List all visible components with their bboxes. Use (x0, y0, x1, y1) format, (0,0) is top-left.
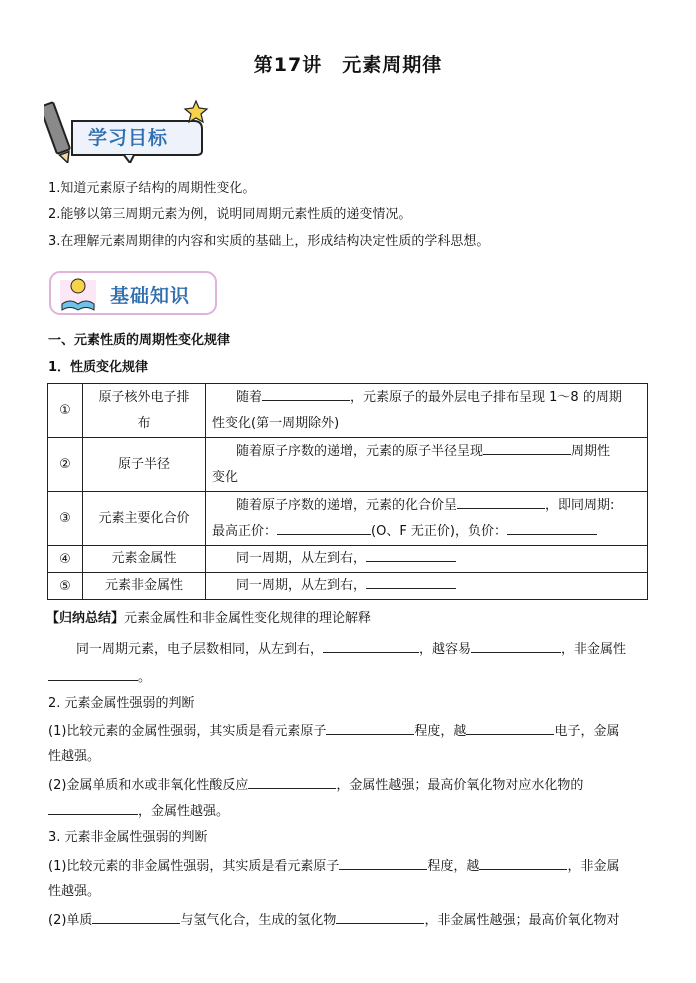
property-name: 元素金属性 (83, 546, 206, 573)
metal-p1-cont: 性越强。 (48, 749, 101, 764)
goal-3: 3.在理解元素周期律的内容和实质的基础上，形成结构决定性质的学科思想。 (48, 234, 490, 249)
property-desc: 随着原子序数的递增，元素的原子半径呈现 周期性 变化 (206, 438, 648, 492)
blank[interactable] (466, 722, 554, 735)
blank[interactable] (339, 857, 427, 870)
row-number: ① (48, 384, 83, 438)
blank[interactable] (479, 857, 567, 870)
metal-p2: (2)金属单质和水或非氧化性酸反应 ，金属性越强；最高价氧化物对应水化物的 (48, 778, 584, 793)
blank[interactable] (366, 576, 456, 589)
table-row (48, 546, 648, 573)
basic-knowledge-banner (48, 268, 218, 318)
blank[interactable] (323, 640, 419, 653)
blank[interactable] (262, 388, 350, 401)
blank[interactable] (92, 911, 180, 924)
property-name: 元素主要化合价 (83, 492, 206, 546)
table-row (48, 573, 648, 600)
metal-p2-cont: ，金属性越强。 (48, 802, 229, 821)
blank[interactable] (277, 522, 371, 535)
property-table (47, 383, 648, 600)
page-title: 第17讲 元素周期律 (253, 54, 443, 76)
nonmetal-p1: (1)比较元素的非金属性强弱，其实质是看元素原子 程度，越 ，非金属 (48, 859, 620, 874)
row-number: ④ (48, 546, 83, 573)
nonmetal-p2: (2)单质 与氢气化合，生成的氢化物 ，非金属性越强；最高价氧化物对 (48, 913, 620, 928)
row-number: ② (48, 438, 83, 492)
blank[interactable] (507, 522, 597, 535)
table-row (48, 384, 648, 438)
blank[interactable] (248, 776, 336, 789)
table-row (48, 492, 648, 546)
summary-line-1: 同一周期元素，电子层数相同，从左到右， ，越容易 ，非金属性 (76, 642, 627, 657)
goal-1: 1.知道元素原子结构的周期性变化。 (48, 181, 256, 196)
learning-goals-banner (44, 93, 214, 163)
summary-label: 【归纳总结】 (46, 611, 125, 626)
blank[interactable] (326, 722, 414, 735)
property-desc: 随着 ，元素原子的最外层电子排布呈现 1～8 的周期 性变化(第一周期除外) (206, 384, 648, 438)
property-name: 元素非金属性 (83, 573, 206, 600)
blank[interactable] (483, 442, 571, 455)
property-name: 原子核外电子排 布 (83, 384, 206, 438)
row-number: ③ (48, 492, 83, 546)
metal-p1: (1)比较元素的金属性强弱，其实质是看元素原子 程度，越 电子，金属 (48, 724, 620, 739)
nonmetal-p1-cont: 性越强。 (48, 884, 101, 899)
blank[interactable] (48, 668, 138, 681)
property-name: 原子半径 (83, 438, 206, 492)
row-number: ⑤ (48, 573, 83, 600)
blank[interactable] (471, 640, 561, 653)
basic-knowledge-title: 基础知识 (110, 285, 191, 307)
blank[interactable] (366, 549, 456, 562)
property-desc: 同一周期，从左到右， (206, 546, 648, 573)
blank[interactable] (457, 496, 545, 509)
blank[interactable] (336, 911, 424, 924)
section-heading: 一、元素性质的周期性变化规律 (48, 333, 231, 348)
subsection-heading: 1．性质变化规律 (48, 360, 149, 375)
learning-goals-title: 学习目标 (88, 127, 169, 149)
property-desc: 随着原子序数的递增，元素的化合价呈 ，即同周期: 最高正价： (O、F 无正价)，负价： (206, 492, 648, 546)
nonmetal-heading: 3. 元素非金属性强弱的判断 (48, 830, 208, 845)
metal-heading: 2. 元素金属性强弱的判断 (48, 696, 195, 711)
goal-2: 2.能够以第三周期元素为例，说明同周期元素性质的递变情况。 (48, 207, 412, 222)
summary-heading: 【归纳总结】元素金属性和非金属性变化规律的理论解释 (46, 611, 372, 626)
blank[interactable] (48, 802, 138, 815)
table-row (48, 438, 648, 492)
property-desc: 同一周期，从左到右， (206, 573, 648, 600)
summary-line-2: 。 (48, 668, 151, 687)
